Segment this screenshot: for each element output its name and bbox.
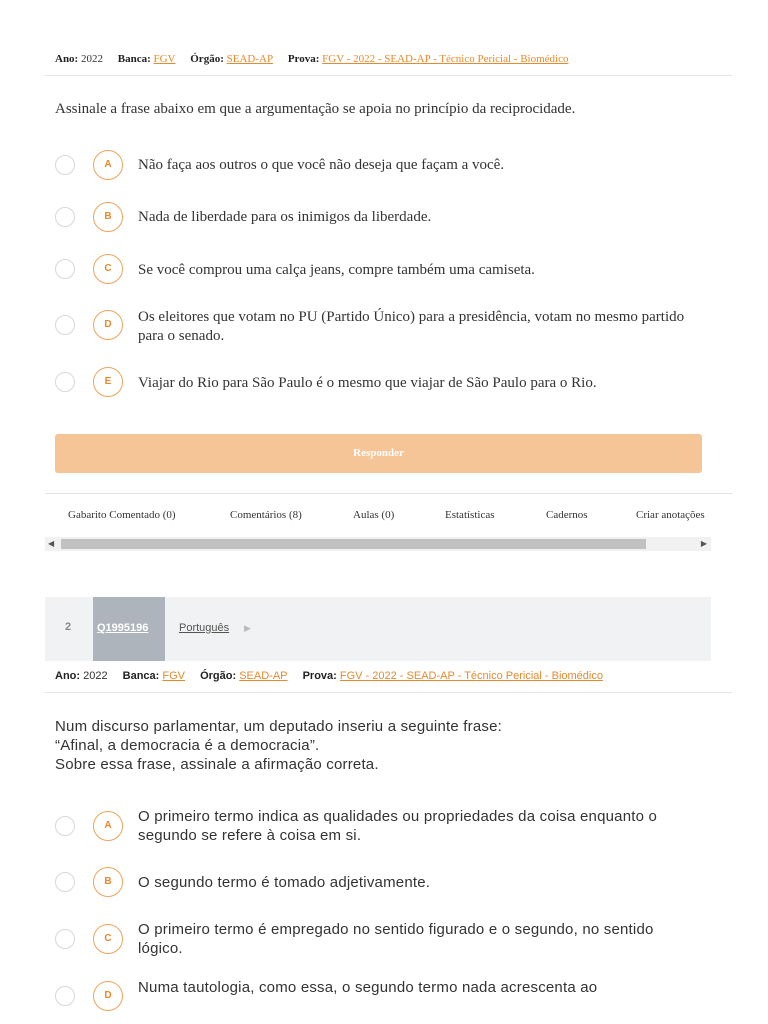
banca-link[interactable]: FGV [162, 670, 186, 682]
q1-option-e[interactable] [55, 366, 715, 402]
ano-label: Ano: [55, 670, 81, 682]
q1-option-c[interactable] [55, 253, 715, 289]
orgao-label: Órgão: [190, 53, 224, 65]
option-letter-badge[interactable]: C [93, 254, 123, 284]
q1-stem: Assinale a frase abaixo em que a argumentação se apoia no princípio da reciprocidade. [55, 101, 576, 117]
question-header [45, 597, 711, 661]
option-letter-badge[interactable]: D [93, 310, 123, 340]
prova-link[interactable]: FGV - 2022 - SEAD-AP - Técnico Pericial - Biomédico [339, 670, 603, 682]
q1-meta [55, 53, 568, 65]
scrollbar-thumb[interactable] [61, 539, 646, 549]
radio-button[interactable] [55, 207, 75, 227]
banca-label: Banca: [122, 670, 160, 682]
q2-option-d[interactable] [55, 980, 715, 1016]
prova-label: Prova: [302, 670, 337, 682]
stem-line: “Afinal, a democracia é a democracia”. [55, 737, 320, 754]
radio-button[interactable] [55, 872, 75, 892]
option-text[interactable]: Se você comprou uma calça jeans, compre também uma camiseta. [138, 262, 535, 278]
prova-label: Prova: [287, 53, 320, 65]
banca-link[interactable]: FGV [153, 53, 176, 65]
divider [45, 75, 732, 76]
prova-link[interactable]: FGV - 2022 - SEAD-AP - Técnico Pericial - Biomédico [322, 53, 569, 65]
tab-aulas[interactable]: Aulas (0) [353, 509, 395, 521]
option-text[interactable]: Viajar do Rio para São Paulo é o mesmo que viajar de São Paulo para o Rio. [138, 375, 597, 391]
radio-button[interactable] [55, 315, 75, 335]
horizontal-scrollbar[interactable] [45, 537, 711, 551]
divider [45, 692, 732, 693]
option-text[interactable]: Os eleitores que votam no PU (Partido Único) para a presidência, votam no mesmo partido para o senado. [138, 309, 685, 344]
q1-option-d[interactable] [55, 309, 715, 345]
radio-button[interactable] [55, 929, 75, 949]
radio-button[interactable] [55, 986, 75, 1006]
option-text[interactable]: O primeiro termo é empregado no sentido figurado e o segundo, no sentido lógico. [138, 921, 654, 957]
option-text[interactable]: O primeiro termo indica as qualidades ou propriedades da coisa enquanto o segundo se refere à coisa em si. [138, 808, 658, 844]
orgao-label: Órgão: [200, 670, 237, 682]
submit-answer-button[interactable]: Responder [55, 434, 702, 473]
q2-option-b[interactable] [55, 866, 715, 902]
tab-cadernos[interactable]: Cadernos [546, 509, 588, 521]
radio-button[interactable] [55, 155, 75, 175]
q2-option-c[interactable] [55, 923, 715, 959]
question-number: 2 [65, 621, 72, 633]
orgao-link[interactable]: SEAD-AP [226, 53, 274, 65]
q2-option-a[interactable] [55, 810, 715, 846]
scroll-left-arrow-icon[interactable]: ◀ [48, 539, 55, 548]
option-letter-badge[interactable]: B [93, 867, 123, 897]
tab-estatisticas[interactable]: Estatísticas [445, 509, 495, 521]
ano-label: Ano: [55, 53, 79, 65]
option-letter-badge[interactable]: A [93, 150, 123, 180]
option-letter-badge[interactable]: A [93, 811, 123, 841]
stem-line: Sobre essa frase, assinale a afirmação correta. [55, 756, 379, 773]
radio-button[interactable] [55, 372, 75, 392]
radio-button[interactable] [55, 816, 75, 836]
q2-stem [55, 717, 502, 774]
option-letter-badge[interactable]: B [93, 202, 123, 232]
ano-value: 2022 [83, 670, 108, 682]
tab-gabarito[interactable]: Gabarito Comentado (0) [68, 509, 176, 521]
orgao-link[interactable]: SEAD-AP [239, 670, 288, 682]
option-text[interactable]: Numa tautologia, como essa, o segundo termo nada acrescenta ao [138, 979, 598, 996]
subject-link[interactable]: Português [179, 622, 230, 634]
question-id-badge[interactable] [93, 597, 165, 661]
ano-value: 2022 [80, 53, 103, 65]
question-id-link[interactable]: Q1995196 [97, 622, 149, 634]
q2-meta [55, 670, 603, 682]
option-letter-badge[interactable]: C [93, 924, 123, 954]
banca-label: Banca: [117, 53, 151, 65]
tab-criar-anotacoes[interactable]: Criar anotações [636, 509, 705, 521]
stem-line: Num discurso parlamentar, um deputado inseriu a seguinte frase: [55, 718, 502, 735]
q1-option-a[interactable] [55, 149, 715, 185]
q1-option-b[interactable] [55, 201, 715, 237]
option-text[interactable]: O segundo termo é tomado adjetivamente. [138, 874, 431, 891]
option-letter-badge[interactable]: E [93, 367, 123, 397]
scroll-right-arrow-icon[interactable]: ▶ [700, 539, 707, 548]
option-text[interactable]: Nada de liberdade para os inimigos da liberdade. [138, 209, 432, 225]
chevron-right-icon: ▶ [244, 623, 251, 633]
radio-button[interactable] [55, 259, 75, 279]
option-letter-badge[interactable]: D [93, 981, 123, 1011]
tab-comentarios[interactable]: Comentários (8) [230, 509, 302, 521]
option-text[interactable]: Não faça aos outros o que você não deseja que façam a você. [138, 157, 505, 173]
question-tabs [45, 493, 732, 539]
